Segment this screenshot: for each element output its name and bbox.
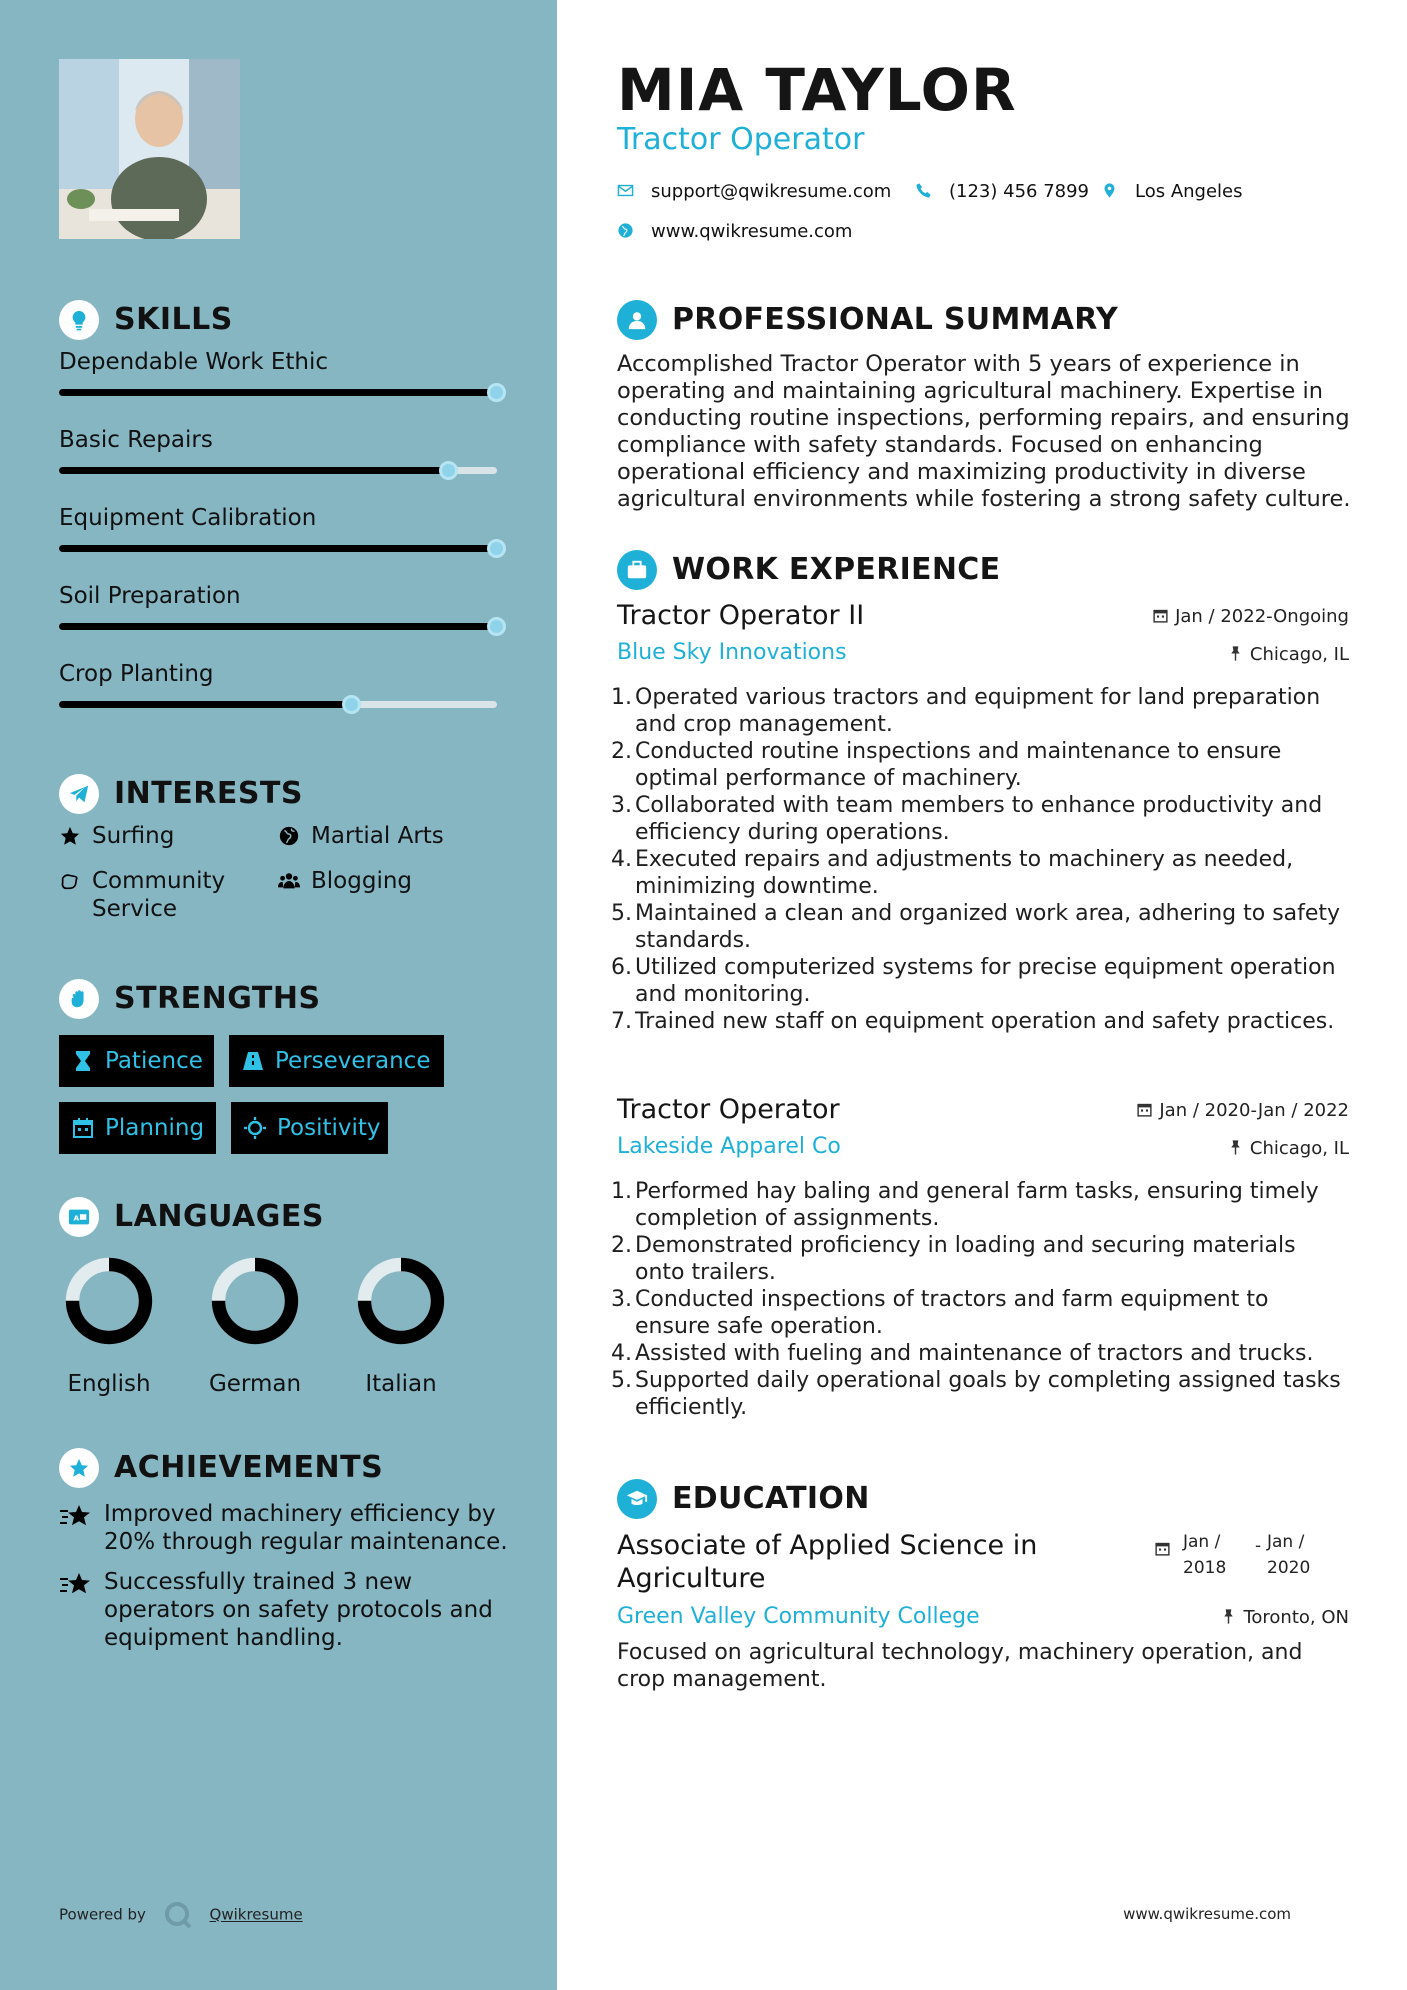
strength-label: Perseverance [275,1048,431,1074]
education-dates [1183,1529,1315,1585]
job-date-text: Jan / 2022-Ongoing [1175,606,1349,627]
skill-item [59,661,509,739]
skill-name: Dependable Work Ethic [59,349,329,375]
envelope-icon [617,182,634,199]
road-icon [241,1049,265,1073]
interest-item [59,822,174,850]
website-text: www.qwikresume.com [651,221,853,242]
graduation-icon [617,1479,657,1519]
strength-chip [59,1035,214,1087]
powered-by [59,1900,303,1930]
strength-chip [59,1102,216,1154]
skill-name: Crop Planting [59,661,214,687]
job-bullet: 7. Trained new staff on equipment operation and safety practices. [611,1009,1335,1034]
interest-label: Blogging [311,868,413,894]
pushpin-icon [1227,1139,1244,1156]
strengths-section [59,979,509,1175]
lightbulb-icon [59,300,99,340]
award-star-icon [59,1448,99,1488]
contact-phone[interactable] [915,181,1089,202]
job-bullet: 2. Demonstrated proficiency in loading and securing materials onto trailers. [611,1233,1296,1285]
calendar-icon [1154,1540,1171,1557]
phone-icon [915,182,932,199]
job-date-text: Jan / 2020-Jan / 2022 [1159,1100,1349,1121]
email-text: support@qwikresume.com [651,181,892,202]
interest-item [278,822,444,850]
candidate-name: MIA TAYLOR [617,56,1017,124]
interests-header [59,774,509,818]
education-description: Focused on agricultural technology, machinery operation, and crop management. [617,1640,1303,1692]
interests-section [59,774,509,942]
job-bullets [611,684,1349,1035]
user-icon [617,300,657,340]
achievement-item [59,1568,509,1652]
job-title: Tractor Operator II [617,600,865,631]
achievement-text: Successfully trained 3 new operators on safety protocols and equipment handling. [104,1569,493,1651]
shooting-star-icon [59,1571,93,1597]
language-item [200,1253,310,1397]
achievement-text: Improved machinery efficiency by 20% through regular maintenance. [104,1501,508,1555]
education-header [617,1479,1349,1523]
strengths-header [59,979,509,1023]
summary-title: PROFESSIONAL SUMMARY [672,302,1119,337]
job-bullet: 1. Operated various tractors and equipment for land preparation and crop management. [611,685,1321,737]
hourglass-icon [71,1049,95,1073]
job-bullet: 5. Supported daily operational goals by completing assigned tasks efficiently. [611,1368,1341,1420]
skill-name: Basic Repairs [59,427,213,453]
achievements-section [59,1448,509,1664]
job-bullet: 1. Performed hay baling and general farm tasks, ensuring timely completion of assignments. [611,1179,1319,1231]
job-bullet: 5. Maintained a clean and organized work area, adhering to safety standards. [611,901,1341,953]
achievements-header [59,1448,509,1492]
job-bullets [611,1178,1349,1421]
pushpin-icon [1227,645,1244,662]
skill-name: Soil Preparation [59,583,241,609]
job-location [1227,644,1349,665]
experience-title: WORK EXPERIENCE [672,552,1001,587]
calendar-icon [71,1116,95,1140]
strength-label: Patience [105,1048,203,1074]
qwikresume-logo-icon [163,1900,193,1930]
location-text: Los Angeles [1135,181,1243,202]
education-location [1220,1607,1349,1628]
svg-text:A: A [73,1213,80,1223]
interest-item [59,867,259,923]
calendar-icon [1152,607,1169,624]
map-pin-icon [1101,182,1118,199]
job-title: Tractor Operator [617,1094,840,1125]
languages-title: LANGUAGES [114,1199,324,1234]
skill-item [59,505,509,583]
education-end: Jan / 2020 [1267,1532,1311,1578]
powered-by-text: Powered by [59,1905,146,1924]
language-icon [59,1197,99,1237]
languages-header [59,1197,509,1241]
languages-section [59,1197,509,1403]
language-item [54,1253,164,1397]
interests-title: INTERESTS [114,776,303,811]
summary-text: Accomplished Tractor Operator with 5 years of experience in operating and maintaining agricultural machinery. Expertise in conducting routine inspections, performing repairs, and ensuring compliance with safety standards. Focused on enhancing operational efficiency and maximizing productivity in diverse agricultural environments while fostering a strong safety culture. [617,351,1351,512]
interest-label: Martial Arts [311,823,444,849]
job-date [1136,1100,1349,1121]
skill-name: Equipment Calibration [59,505,317,531]
experience-header [617,550,1349,594]
education-degree: Associate of Applied Science in Agriculture [617,1530,1038,1594]
contact-location [1101,181,1243,202]
globe-icon [278,825,300,847]
job-date [1152,606,1349,627]
skill-item [59,583,509,661]
sun-icon [243,1116,267,1140]
strength-chip [231,1102,388,1154]
language-ring [207,1253,303,1349]
skill-bar [59,701,497,708]
education-date-separator: - [1255,1536,1262,1556]
skill-bar [59,623,497,630]
footer-website[interactable]: www.qwikresume.com [1123,1905,1291,1923]
users-icon [278,870,300,892]
job-location [1227,1138,1349,1159]
skill-item [59,427,509,505]
hand-icon [59,870,81,892]
strength-label: Planning [105,1115,205,1141]
education-school: Green Valley Community College [617,1604,980,1629]
phone-text: (123) 456 7899 [949,181,1090,202]
achievement-item [59,1500,509,1556]
candidate-role: Tractor Operator [617,122,865,157]
contact-website[interactable] [617,221,852,242]
achievements-title: ACHIEVEMENTS [114,1450,384,1485]
job-company: Lakeside Apparel Co [617,1134,841,1159]
fist-icon [59,979,99,1019]
briefcase-icon [617,550,657,590]
job-company: Blue Sky Innovations [617,640,847,665]
skill-bar [59,467,497,474]
education-start: Jan / 2018 [1183,1532,1227,1578]
language-name: English [67,1371,151,1397]
strength-chip [229,1035,444,1087]
strength-label: Positivity [277,1115,381,1141]
shooting-star-icon [59,1503,93,1529]
qwikresume-link[interactable]: Qwikresume [209,1905,303,1924]
job-bullet: 2. Conducted routine inspections and maintenance to ensure optimal performance of machinery. [611,739,1282,791]
job-bullet: 4. Assisted with fueling and maintenance of tractors and trucks. [611,1341,1314,1366]
strengths-title: STRENGTHS [114,981,321,1016]
language-item [346,1253,456,1397]
language-name: German [208,1371,302,1397]
profile-photo [59,59,240,239]
job-bullet: 3. Collaborated with team members to enhance productivity and efficiency during operations. [611,793,1323,845]
paper-plane-icon [59,774,99,814]
globe-icon [617,222,634,239]
skill-item [59,349,509,427]
skills-section [59,300,509,739]
education-title: EDUCATION [672,1481,870,1516]
interest-label: Community Service [92,868,226,922]
skills-title: SKILLS [114,302,233,337]
interest-label: Surfing [92,823,175,849]
pushpin-icon [1220,1608,1237,1625]
calendar-icon [1136,1101,1153,1118]
skill-bar [59,545,497,552]
summary-header [617,300,1349,344]
skills-header [59,300,509,344]
contact-email[interactable] [617,181,891,202]
sidebar [0,0,557,1990]
interest-item [278,867,412,895]
skill-bar [59,389,497,396]
job-bullet: 6. Utilized computerized systems for precise equipment operation and monitoring. [611,955,1336,1007]
job-bullet: 3. Conducted inspections of tractors and farm equipment to ensure safe operation. [611,1287,1269,1339]
job-location-text: Chicago, IL [1249,644,1349,665]
language-ring [61,1253,157,1349]
language-ring [353,1253,449,1349]
language-name: Italian [365,1371,437,1397]
education-location-text: Toronto, ON [1243,1607,1349,1628]
job-location-text: Chicago, IL [1249,1138,1349,1159]
star-icon [59,825,81,847]
job-bullet: 4. Executed repairs and adjustments to machinery as needed, minimizing downtime. [611,847,1294,899]
